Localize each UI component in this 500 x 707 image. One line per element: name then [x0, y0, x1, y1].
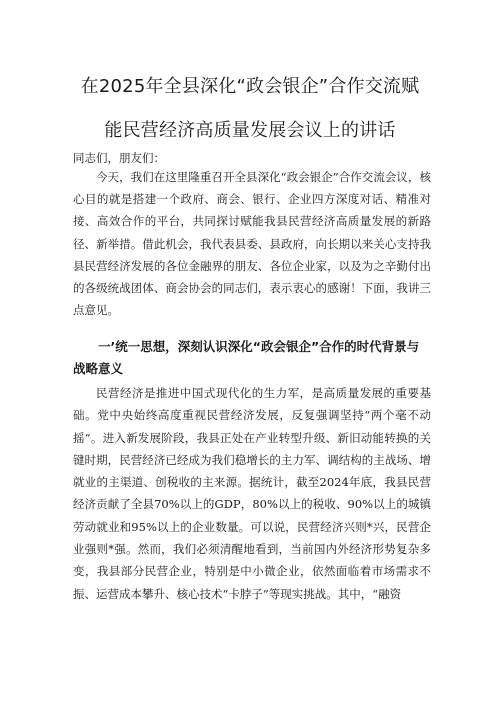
greeting: 同志们，朋友们： — [73, 151, 165, 165]
document-title-line-1: 在2025年全县深化“政会银企”合作交流赋 — [80, 76, 420, 97]
opening-paragraph: 今天，我们在这里隆重召开全县深化“政会银企”合作交流会议，核心目的就是搭建一个政府、商会、银行、企业四方深度对话、精准对接、高效合作的平台，共同探讨赋能我县民营经济高质量发展的新路径、新举措。借此机会，我代表县委、县政府，向长期以来关心支持我县民营经济发展的各位金融界的朋友、各位企业家，以及为之辛勤付出的各级统战团体、商会协会的同志们，表示衷心的感谢！下面，我讲三点意见。 — [73, 170, 431, 318]
document-title-line-2: 能民营经济高质量发展会议上的讲话 — [104, 120, 396, 141]
section-heading-1: 一’统一思想，深刻认识深化“政会银企”合作的时代背景与战略意义 — [73, 339, 420, 376]
section-1-paragraph: 民营经济是推进中国式现代化的生力军，是高质量发展的重要基础。党中央始终高度重视民营经济发展，反复强调坚持“两个毫不动摇”。进入新发展阶段，我县正处在产业转型升级、新旧动能转换的关键时期，民营经济已经成为我们稳增长的主力军、调结构的主战场、增就业的主渠道、创税收的主来源。据统计，截至2024年底，我县民营经济贡献了全县70%以上的GDP，80%以上的税收、90%以上的城镇劳动就业和95%以上的企业数量。可以说，民营经济兴则*兴，民营企业强则*强。然而，我们必须清醒地看到，当前国内外经济形势复杂多变，我县部分民营企业，特别是中小微企业，依然面临着市场需求不振、运营成本攀升、核心技术“卡脖子”等现实挑战。其中，“融资 — [73, 386, 431, 601]
